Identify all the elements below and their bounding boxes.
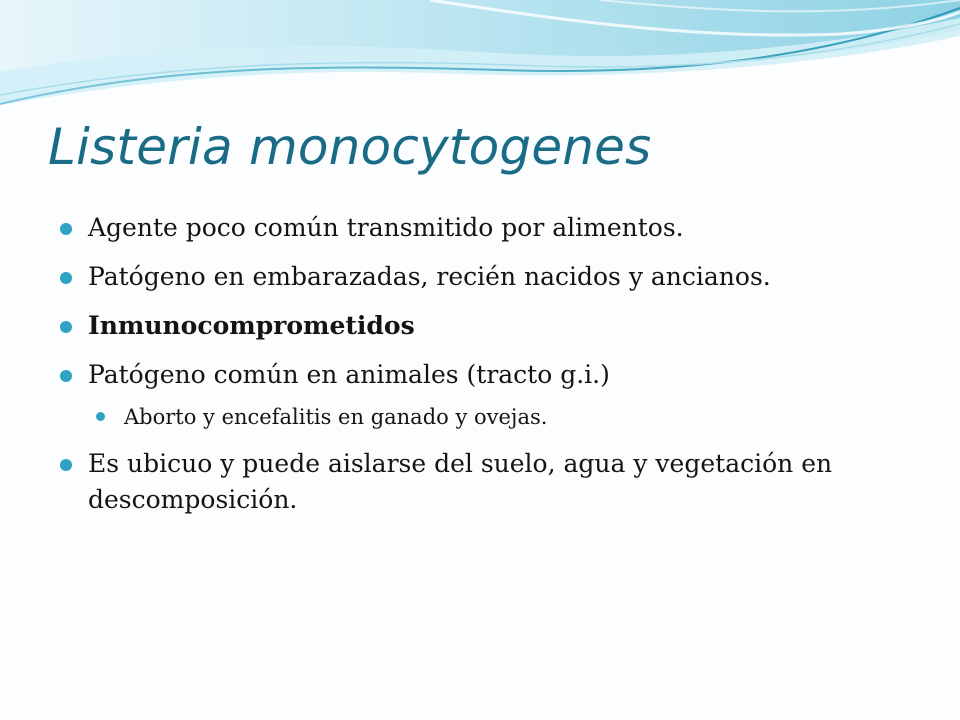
bullet-item xyxy=(60,357,920,393)
bullet-dot-icon xyxy=(96,412,105,421)
bullet-text: Inmunocomprometidos xyxy=(88,311,415,340)
header-wave-decoration xyxy=(0,0,960,120)
bullet-item xyxy=(60,446,920,518)
bullet-dot-icon xyxy=(60,223,72,235)
bullet-item xyxy=(60,259,920,295)
bullet-dot-icon xyxy=(60,321,72,333)
slide-title: Listeria monocytogenes xyxy=(48,118,652,176)
bullet-dot-icon xyxy=(60,370,72,382)
bullet-item xyxy=(60,308,920,344)
bullet-text: Patógeno común en animales (tracto g.i.) xyxy=(88,360,610,389)
bullet-text: Aborto y encefalitis en ganado y ovejas. xyxy=(124,405,548,429)
bullet-item xyxy=(60,210,920,246)
bullet-text: Agente poco común transmitido por alimentos. xyxy=(88,213,684,242)
bullet-dot-icon xyxy=(60,459,72,471)
sub-bullet-item xyxy=(96,402,920,432)
bullet-text: Es ubicuo y puede aislarse del suelo, agua y vegetación en descomposición. xyxy=(88,449,833,514)
bullet-dot-icon xyxy=(60,272,72,284)
bullet-list xyxy=(60,210,920,531)
bullet-text: Patógeno en embarazadas, recién nacidos y ancianos. xyxy=(88,262,771,291)
